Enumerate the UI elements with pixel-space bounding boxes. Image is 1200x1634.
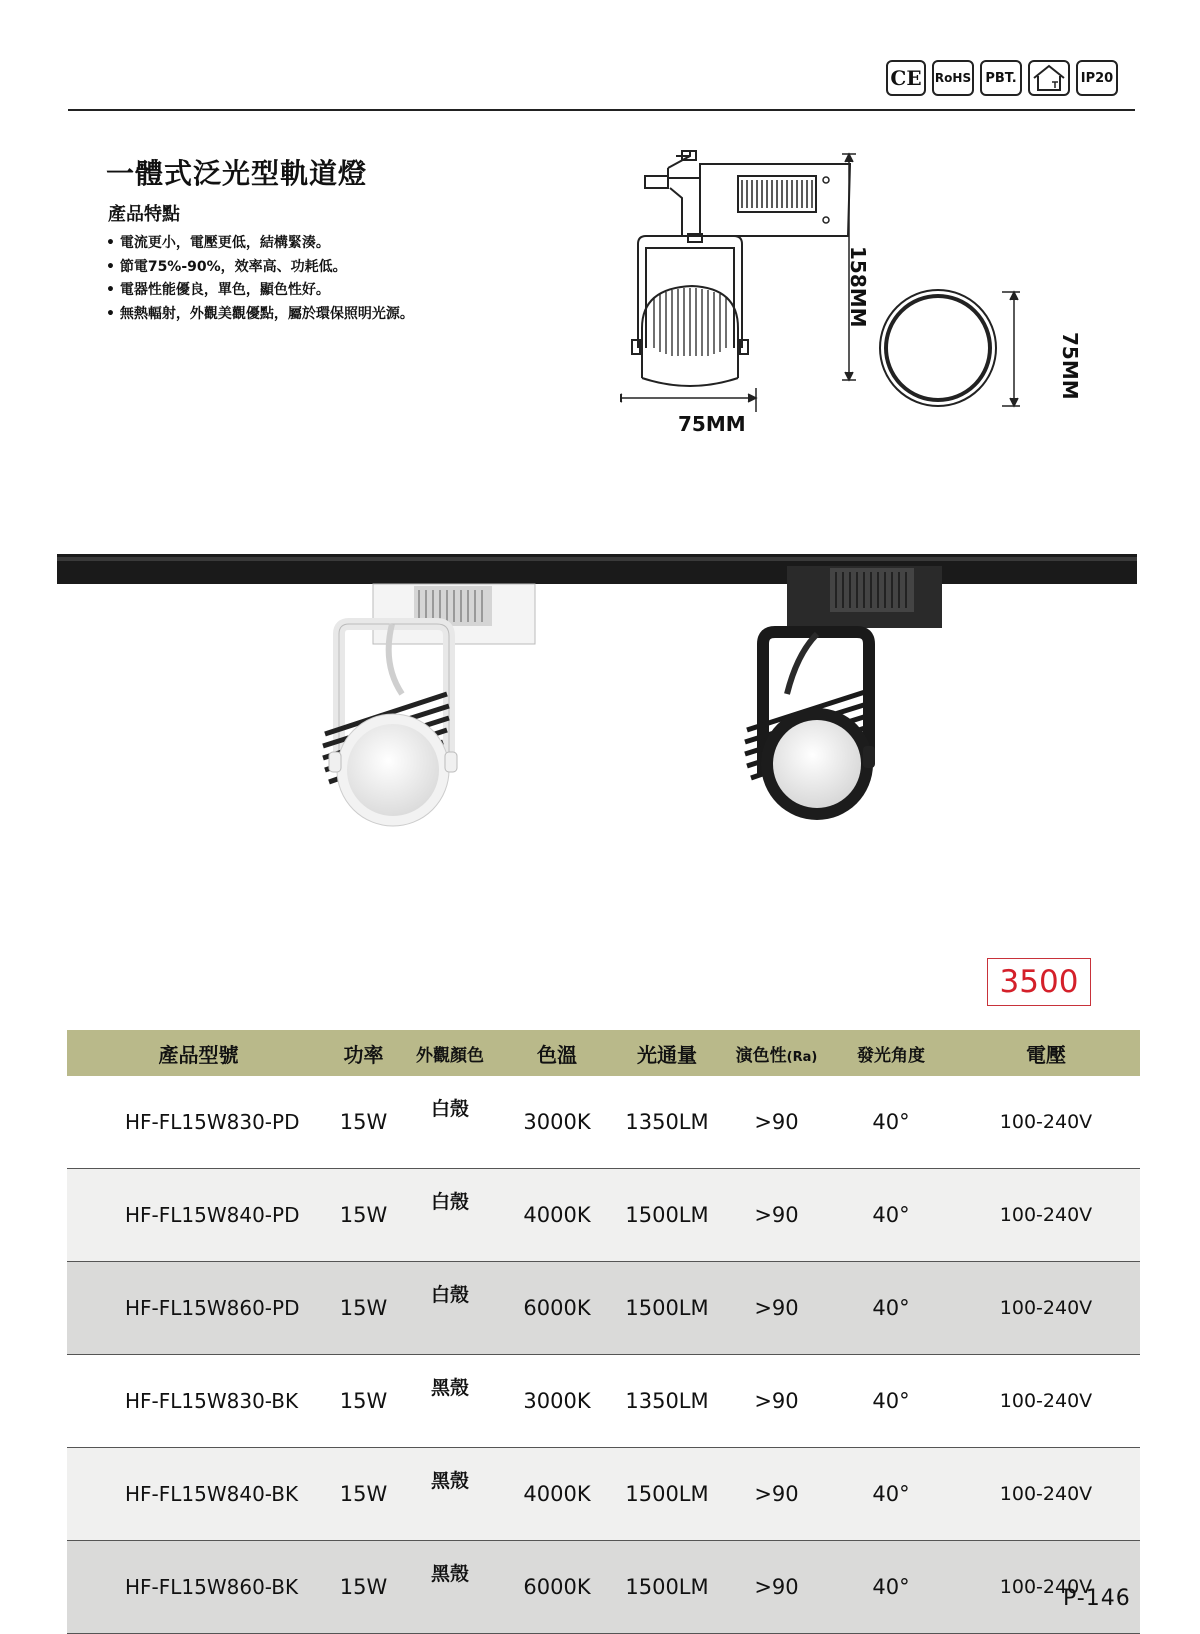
product-photo — [57, 554, 1137, 854]
features-heading: 產品特點 — [108, 204, 180, 225]
cell-beam-angle: 40° — [830, 1169, 952, 1262]
dimension-drawing — [620, 148, 1060, 428]
header-luminous-flux: 光通量 — [611, 1030, 723, 1076]
page-number: P-146 — [1063, 1586, 1131, 1611]
table-row — [67, 1448, 1140, 1541]
header-model: 產品型號 — [67, 1030, 330, 1076]
cell-color-temp: 3000K — [503, 1076, 611, 1169]
cell-beam-angle: 40° — [830, 1262, 952, 1355]
feature-item: • 無熱輻射，外觀美觀優點，屬於環保照明光源。 — [106, 303, 414, 327]
cell-model: HF-FL15W830-PD — [67, 1076, 330, 1169]
ip20-badge: IP20 — [1076, 60, 1118, 96]
cell-luminous-flux: 1350LM — [611, 1076, 723, 1169]
cell-power: 15W — [330, 1169, 397, 1262]
table-row — [67, 1169, 1140, 1262]
cell-voltage: 100-240V — [952, 1169, 1140, 1262]
table-row — [67, 1355, 1140, 1448]
header-voltage: 電壓 — [952, 1030, 1140, 1076]
black-track-light — [745, 566, 942, 820]
cell-model: HF-FL15W860-BK — [67, 1541, 330, 1634]
cell-color-temp: 4000K — [503, 1448, 611, 1541]
cell-cri: >90 — [723, 1355, 830, 1448]
cell-color: 黑殼 — [397, 1541, 503, 1634]
width-dimension-line — [620, 388, 756, 412]
cell-model: HF-FL15W840-BK — [67, 1448, 330, 1541]
cell-color: 黑殼 — [397, 1448, 503, 1541]
cell-color-temp: 3000K — [503, 1355, 611, 1448]
diameter-dimension-label: 75MM — [1058, 332, 1082, 400]
cell-model: HF-FL15W840-PD — [67, 1169, 330, 1262]
width-dimension-label: 75MM — [678, 412, 746, 436]
cell-power: 15W — [330, 1262, 397, 1355]
height-dimension-label: 158MM — [846, 246, 870, 328]
table-row — [67, 1076, 1140, 1169]
cell-color: 白殼 — [397, 1169, 503, 1262]
header-power: 功率 — [330, 1030, 397, 1076]
table-row — [67, 1541, 1140, 1634]
feature-item: • 節電75%-90%，效率高、功耗低。 — [106, 256, 414, 280]
header-divider — [68, 109, 1135, 111]
cell-luminous-flux: 1500LM — [611, 1169, 723, 1262]
cell-cri: >90 — [723, 1076, 830, 1169]
header-color-temp: 色溫 — [503, 1030, 611, 1076]
cell-voltage: 100-240V — [952, 1448, 1140, 1541]
cell-cri: >90 — [723, 1541, 830, 1634]
cell-luminous-flux: 1500LM — [611, 1262, 723, 1355]
certification-badges — [886, 60, 1118, 96]
cell-luminous-flux: 1500LM — [611, 1448, 723, 1541]
white-track-light — [323, 584, 535, 826]
cell-color: 白殼 — [397, 1076, 503, 1169]
track-rail-highlight — [57, 557, 1137, 561]
cell-cri: >90 — [723, 1262, 830, 1355]
front-view-outer-ring — [880, 290, 996, 406]
indoor-use-icon — [1028, 60, 1070, 96]
diameter-dimension-line — [1002, 292, 1020, 406]
cell-power: 15W — [330, 1355, 397, 1448]
cell-luminous-flux: 1350LM — [611, 1355, 723, 1448]
price-label: 3500 — [987, 958, 1091, 1006]
table-row — [67, 1262, 1140, 1355]
front-view-inner-ring — [886, 296, 990, 400]
cell-cri: >90 — [723, 1169, 830, 1262]
ce-badge: CE — [886, 60, 926, 96]
cell-beam-angle: 40° — [830, 1448, 952, 1541]
cell-model: HF-FL15W860-PD — [67, 1262, 330, 1355]
product-title: 一體式泛光型軌道燈 — [106, 157, 368, 190]
cell-voltage: 100-240V — [952, 1541, 1140, 1634]
vent-grille — [742, 180, 812, 208]
cell-voltage: 100-240V — [952, 1355, 1140, 1448]
cell-voltage: 100-240V — [952, 1262, 1140, 1355]
header-beam-angle: 發光角度 — [830, 1030, 952, 1076]
cell-power: 15W — [330, 1541, 397, 1634]
header-cri-unit: (Ra) — [786, 1049, 818, 1065]
rohs-badge: RoHS — [932, 60, 974, 96]
cell-color-temp: 6000K — [503, 1262, 611, 1355]
cell-model: HF-FL15W830-BK — [67, 1355, 330, 1448]
cell-voltage: 100-240V — [952, 1076, 1140, 1169]
cell-color-temp: 6000K — [503, 1541, 611, 1634]
table-header-row — [67, 1030, 1140, 1076]
heatsink-fins — [654, 288, 726, 356]
cell-color: 黑殼 — [397, 1355, 503, 1448]
cell-color-temp: 4000K — [503, 1169, 611, 1262]
cell-power: 15W — [330, 1448, 397, 1541]
pbt-badge: PBT. — [980, 60, 1022, 96]
feature-item: • 電流更小，電壓更低，結構緊湊。 — [106, 232, 414, 256]
header-cri-label: 演色性 — [735, 1045, 787, 1066]
spec-table — [67, 1030, 1140, 1634]
cell-beam-angle: 40° — [830, 1076, 952, 1169]
cell-beam-angle: 40° — [830, 1541, 952, 1634]
feature-item: • 電器性能優良，單色，顯色性好。 — [106, 279, 414, 303]
cell-color: 白殼 — [397, 1262, 503, 1355]
header-color: 外觀顏色 — [397, 1030, 503, 1076]
cell-cri: >90 — [723, 1448, 830, 1541]
cell-beam-angle: 40° — [830, 1355, 952, 1448]
cell-luminous-flux: 1500LM — [611, 1541, 723, 1634]
header-cri — [723, 1030, 830, 1076]
feature-list — [106, 232, 414, 326]
cell-power: 15W — [330, 1076, 397, 1169]
